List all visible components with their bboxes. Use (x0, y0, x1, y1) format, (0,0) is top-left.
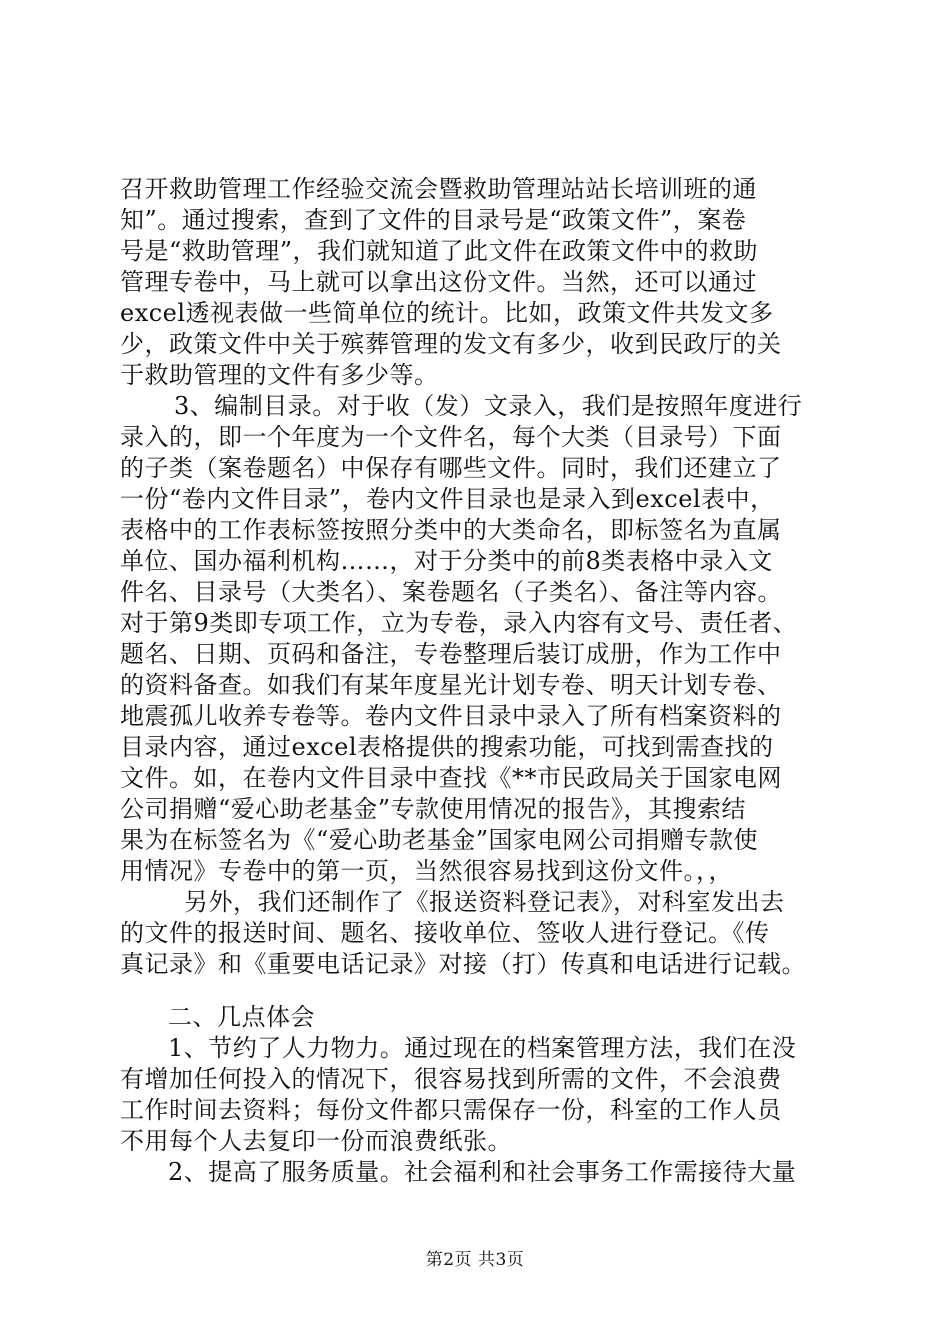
text-line: 的资料备查。如我们有某年度星光计划专卷、明天计划专卷、 (120, 671, 782, 699)
paragraph-3 (120, 887, 840, 980)
text-line: 表格中的工作表标签按照分类中的大类命名，即标签名为直属 (120, 516, 782, 544)
text-line: 的子类（案卷题名）中保存有哪些文件。同时，我们还建立了 (120, 454, 782, 482)
paragraph-2 (120, 391, 840, 887)
text-line: 有增加任何投入的情况下，很容易找到所需的文件，不会浪费 (120, 1065, 782, 1093)
page-number-footer: 第2页 共3页 (425, 1250, 525, 1270)
text-line: 号是“救助管理”，我们就知道了此文件在政策文件中的救助 (120, 237, 759, 265)
text-line: 文件。如，在卷内文件目录中查找《**市民政局关于国家电网 (120, 764, 782, 792)
text-line: 对于第9类即专项工作，立为专卷，录入内容有文号、责任者、 (120, 609, 798, 637)
text-line: 的文件的报送时间、题名、接收单位、签收人进行登记。《传 (120, 919, 770, 947)
paragraph-gap (120, 980, 840, 1002)
text-line: 少，政策文件中关于殡葬管理的发文有多少，收到民政厅的关 (120, 330, 782, 358)
text-line: 果为在标签名为《“爱心助老基金”国家电网公司捐赠专款使 (120, 826, 759, 854)
text-line: 单位、国办福利机构……，对于分类中的前8类表格中录入文 (120, 547, 773, 575)
text-line: 题名、日期、页码和备注，专卷整理后装订成册，作为工作中 (120, 640, 782, 668)
text-line: 不用每个人去复印一份而浪费纸张。 (120, 1127, 512, 1155)
text-line: 一份“卷内文件目录”，卷内文件目录也是录入到excel表中， (120, 485, 775, 513)
text-line: 工作时间去资料；每份文件都只需保存一份，科室的工作人员 (120, 1096, 782, 1124)
paragraph-5 (120, 1157, 840, 1188)
text-line: 知”。通过搜索，查到了文件的目录号是“政策文件”，案卷 (120, 206, 747, 234)
text-line: 录入的，即一个年度为一个文件名，每个大类（目录号）下面 (120, 423, 782, 451)
text-line: 真记录》和《重要电话记录》对接（打）传真和电话进行记载。 (120, 950, 806, 978)
text-line: 管理专卷中，马上就可以拿出这份文件。当然，还可以通过 (120, 268, 757, 296)
text-line: 公司捐赠“爱心助老基金”专款使用情况的报告》，其搜索结 (120, 795, 747, 823)
text-line: 地震孤儿收养专卷等。卷内文件目录中录入了所有档案资料的 (120, 702, 782, 730)
text-line: 件名、目录号（大类名）、案卷题名（子类名）、备注等内容。 (120, 578, 782, 606)
text-line: 1、节约了人力物力。通过现在的档案管理方法，我们在没 (168, 1034, 797, 1062)
text-line: 用情况》专卷中的第一页，当然很容易找到这份文件。，， (120, 857, 733, 885)
paragraph-4 (120, 1033, 840, 1157)
text-line: 于救助管理的文件有多少等。 (120, 361, 439, 389)
text-line: 目录内容，通过excel表格提供的搜索功能，可找到需查找的 (120, 733, 774, 761)
paragraph-1 (120, 174, 840, 391)
text-line: 另外，我们还制作了《报送资料登记表》，对科室发出去 (184, 888, 785, 916)
document-body (120, 174, 840, 1188)
text-line: excel透视表做一些简单位的统计。比如，政策文件共发文多 (120, 299, 774, 327)
section-heading: 二、几点体会 (168, 1003, 315, 1031)
text-line: 2、提高了服务质量。社会福利和社会事务工作需接待大量 (168, 1158, 797, 1186)
text-line: 3、编制目录。对于收（发）文录入，我们是按照年度进行 (174, 392, 803, 420)
text-line: 召开救助管理工作经验交流会暨救助管理站站长培训班的通 (120, 175, 757, 203)
